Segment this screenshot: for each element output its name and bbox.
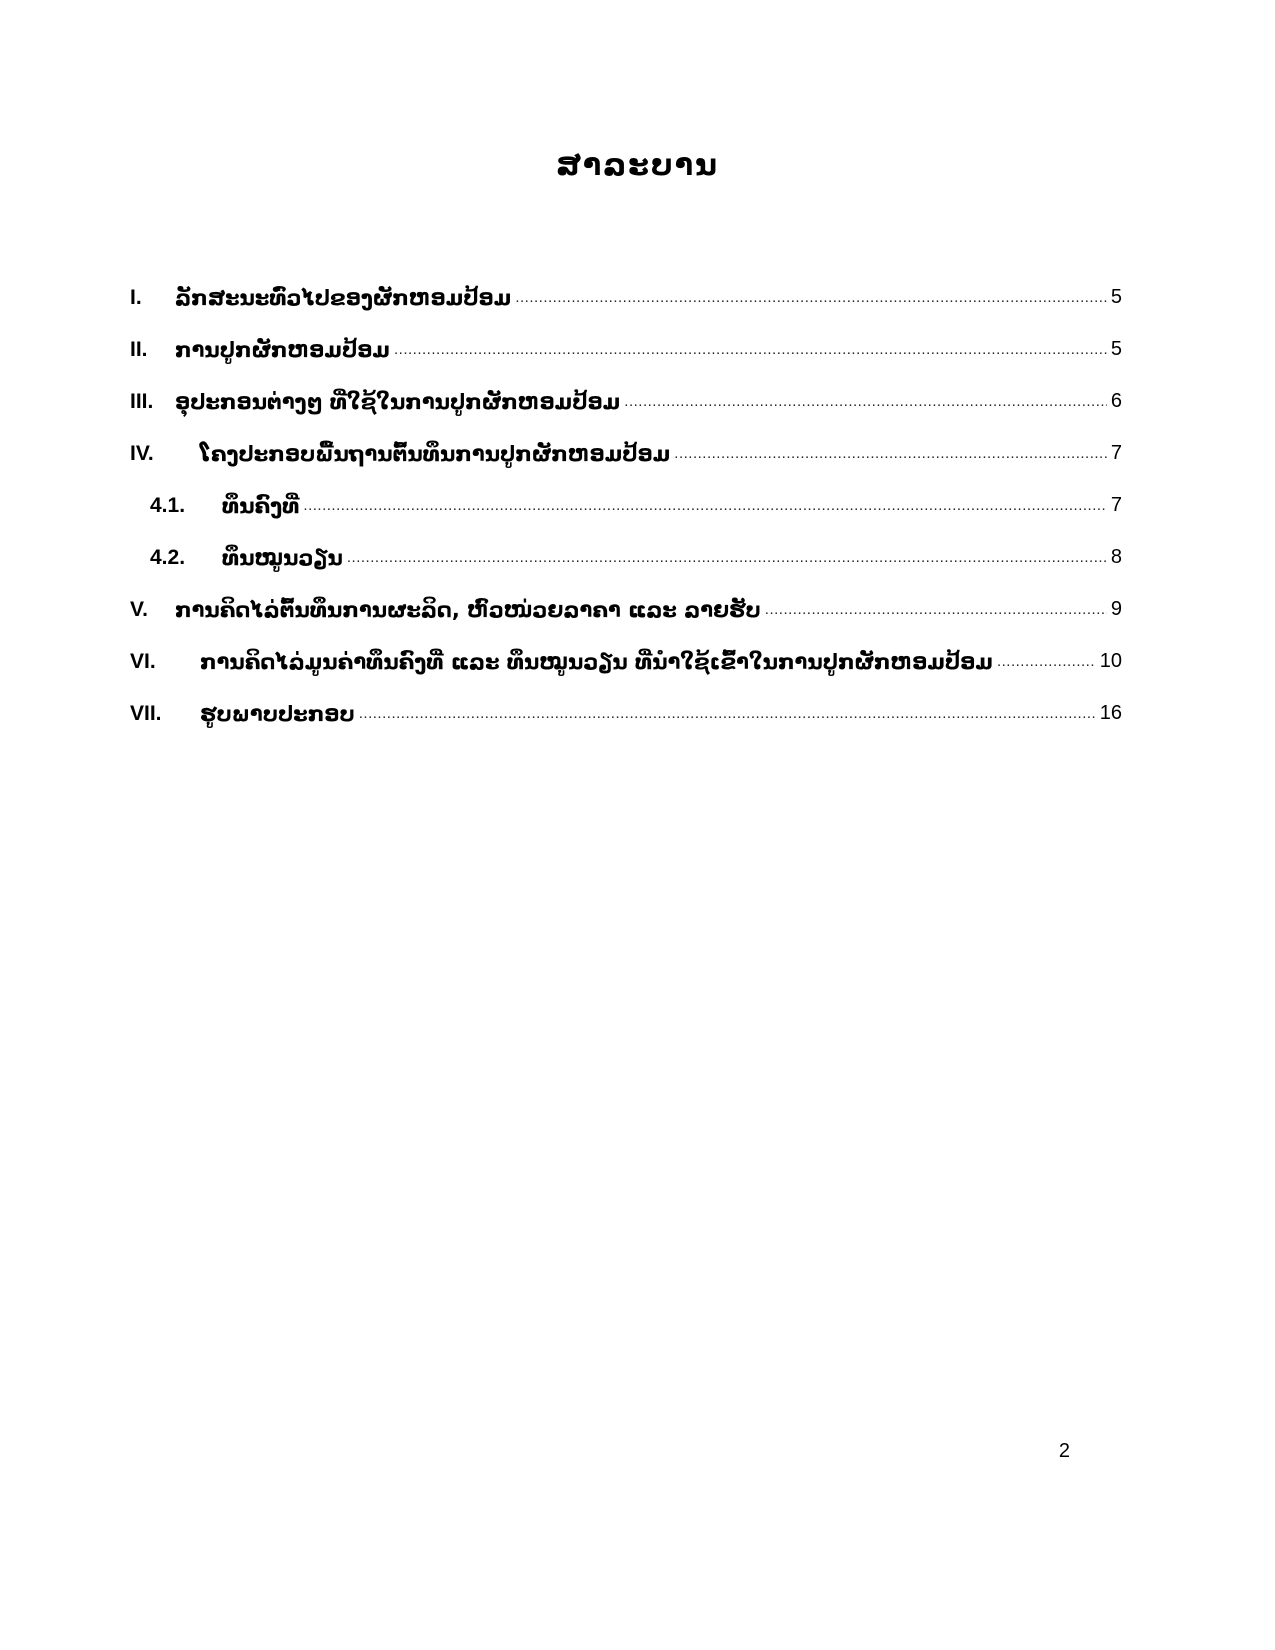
toc-entry-4[interactable] bbox=[130, 414, 1122, 466]
table-of-contents bbox=[130, 258, 1122, 726]
page-number: 2 bbox=[1058, 1440, 1070, 1462]
toc-entry-number: VI. bbox=[130, 650, 156, 673]
toc-entry-label: ທຶນຄົງທີ່ bbox=[222, 494, 300, 518]
toc-entry-number: III. bbox=[130, 390, 154, 413]
toc-dot-leader bbox=[359, 705, 1096, 726]
toc-entry-page: 10 bbox=[1099, 650, 1122, 672]
toc-entry-number: 4.1. bbox=[150, 494, 186, 517]
toc-entry-number: V. bbox=[130, 598, 148, 621]
toc-entry-3[interactable] bbox=[130, 362, 1122, 414]
toc-dot-leader bbox=[765, 601, 1107, 622]
toc-entry-5[interactable] bbox=[130, 570, 1122, 622]
toc-entry-label: ການຄິດໄລ່ມູນຄ່າທຶນຄົງທີ່ ແລະ ທຶນໝູນວຽນ ທີ່ນໍາໃຊ້ເຂົ້າໃນການປູກຜັກຫອມປ້ອມ bbox=[200, 650, 993, 674]
toc-entry-2[interactable] bbox=[130, 310, 1122, 362]
toc-entry-number: IV. bbox=[130, 442, 154, 465]
toc-entry-1[interactable] bbox=[130, 258, 1122, 310]
toc-entry-page: 5 bbox=[1110, 338, 1122, 360]
toc-entry-page: 9 bbox=[1110, 598, 1122, 620]
toc-entry-page: 7 bbox=[1110, 494, 1122, 516]
toc-entry-4-2[interactable] bbox=[130, 518, 1122, 570]
toc-entry-page: 8 bbox=[1110, 546, 1122, 568]
toc-entry-label: ອຸປະກອນຕ່າງໆ ທີ່ໃຊ້ໃນການປູກຜັກຫອມປ້ອມ bbox=[175, 390, 621, 414]
toc-dot-leader bbox=[674, 445, 1107, 466]
toc-entry-label: ການຄິດໄລ່ຕົ້ນທຶນການຜະລິດ, ຫົວໜ່ວຍລາຄາ ແລະ ລາຍຮັບ bbox=[175, 598, 761, 622]
toc-dot-leader bbox=[394, 341, 1107, 362]
toc-entry-number: 4.2. bbox=[150, 546, 186, 569]
toc-dot-leader bbox=[997, 653, 1096, 674]
toc-dot-leader bbox=[303, 497, 1106, 518]
toc-entry-page: 5 bbox=[1110, 286, 1122, 308]
toc-entry-number: II. bbox=[130, 338, 148, 361]
toc-dot-leader bbox=[347, 549, 1107, 570]
toc-entry-label: ການປູກຜັກຫອມປ້ອມ bbox=[175, 338, 390, 362]
toc-entry-page: 6 bbox=[1110, 390, 1122, 412]
toc-entry-number: I. bbox=[130, 286, 142, 309]
toc-entry-label: ຮູບພາບປະກອບ bbox=[200, 702, 355, 726]
toc-entry-label: ທຶນໝູນວຽນ bbox=[222, 546, 343, 570]
page-title: ສາລະບານ bbox=[556, 148, 719, 183]
toc-entry-7[interactable] bbox=[130, 674, 1122, 726]
toc-entry-page: 7 bbox=[1110, 442, 1122, 464]
toc-dot-leader bbox=[515, 289, 1107, 310]
toc-entry-label: ລັກສະນະທົ່ວໄປຂອງຜັກຫອມປ້ອມ bbox=[175, 286, 512, 310]
toc-entry-page: 16 bbox=[1099, 702, 1122, 724]
toc-entry-number: VII. bbox=[130, 702, 162, 725]
toc-entry-label: ໂຄງປະກອບພື້ນຖານຕົ້ນທຶນການປູກຜັກຫອມປ້ອມ bbox=[200, 442, 671, 466]
toc-dot-leader bbox=[624, 393, 1107, 414]
toc-entry-4-1[interactable] bbox=[130, 466, 1122, 518]
toc-entry-6[interactable] bbox=[130, 622, 1122, 674]
